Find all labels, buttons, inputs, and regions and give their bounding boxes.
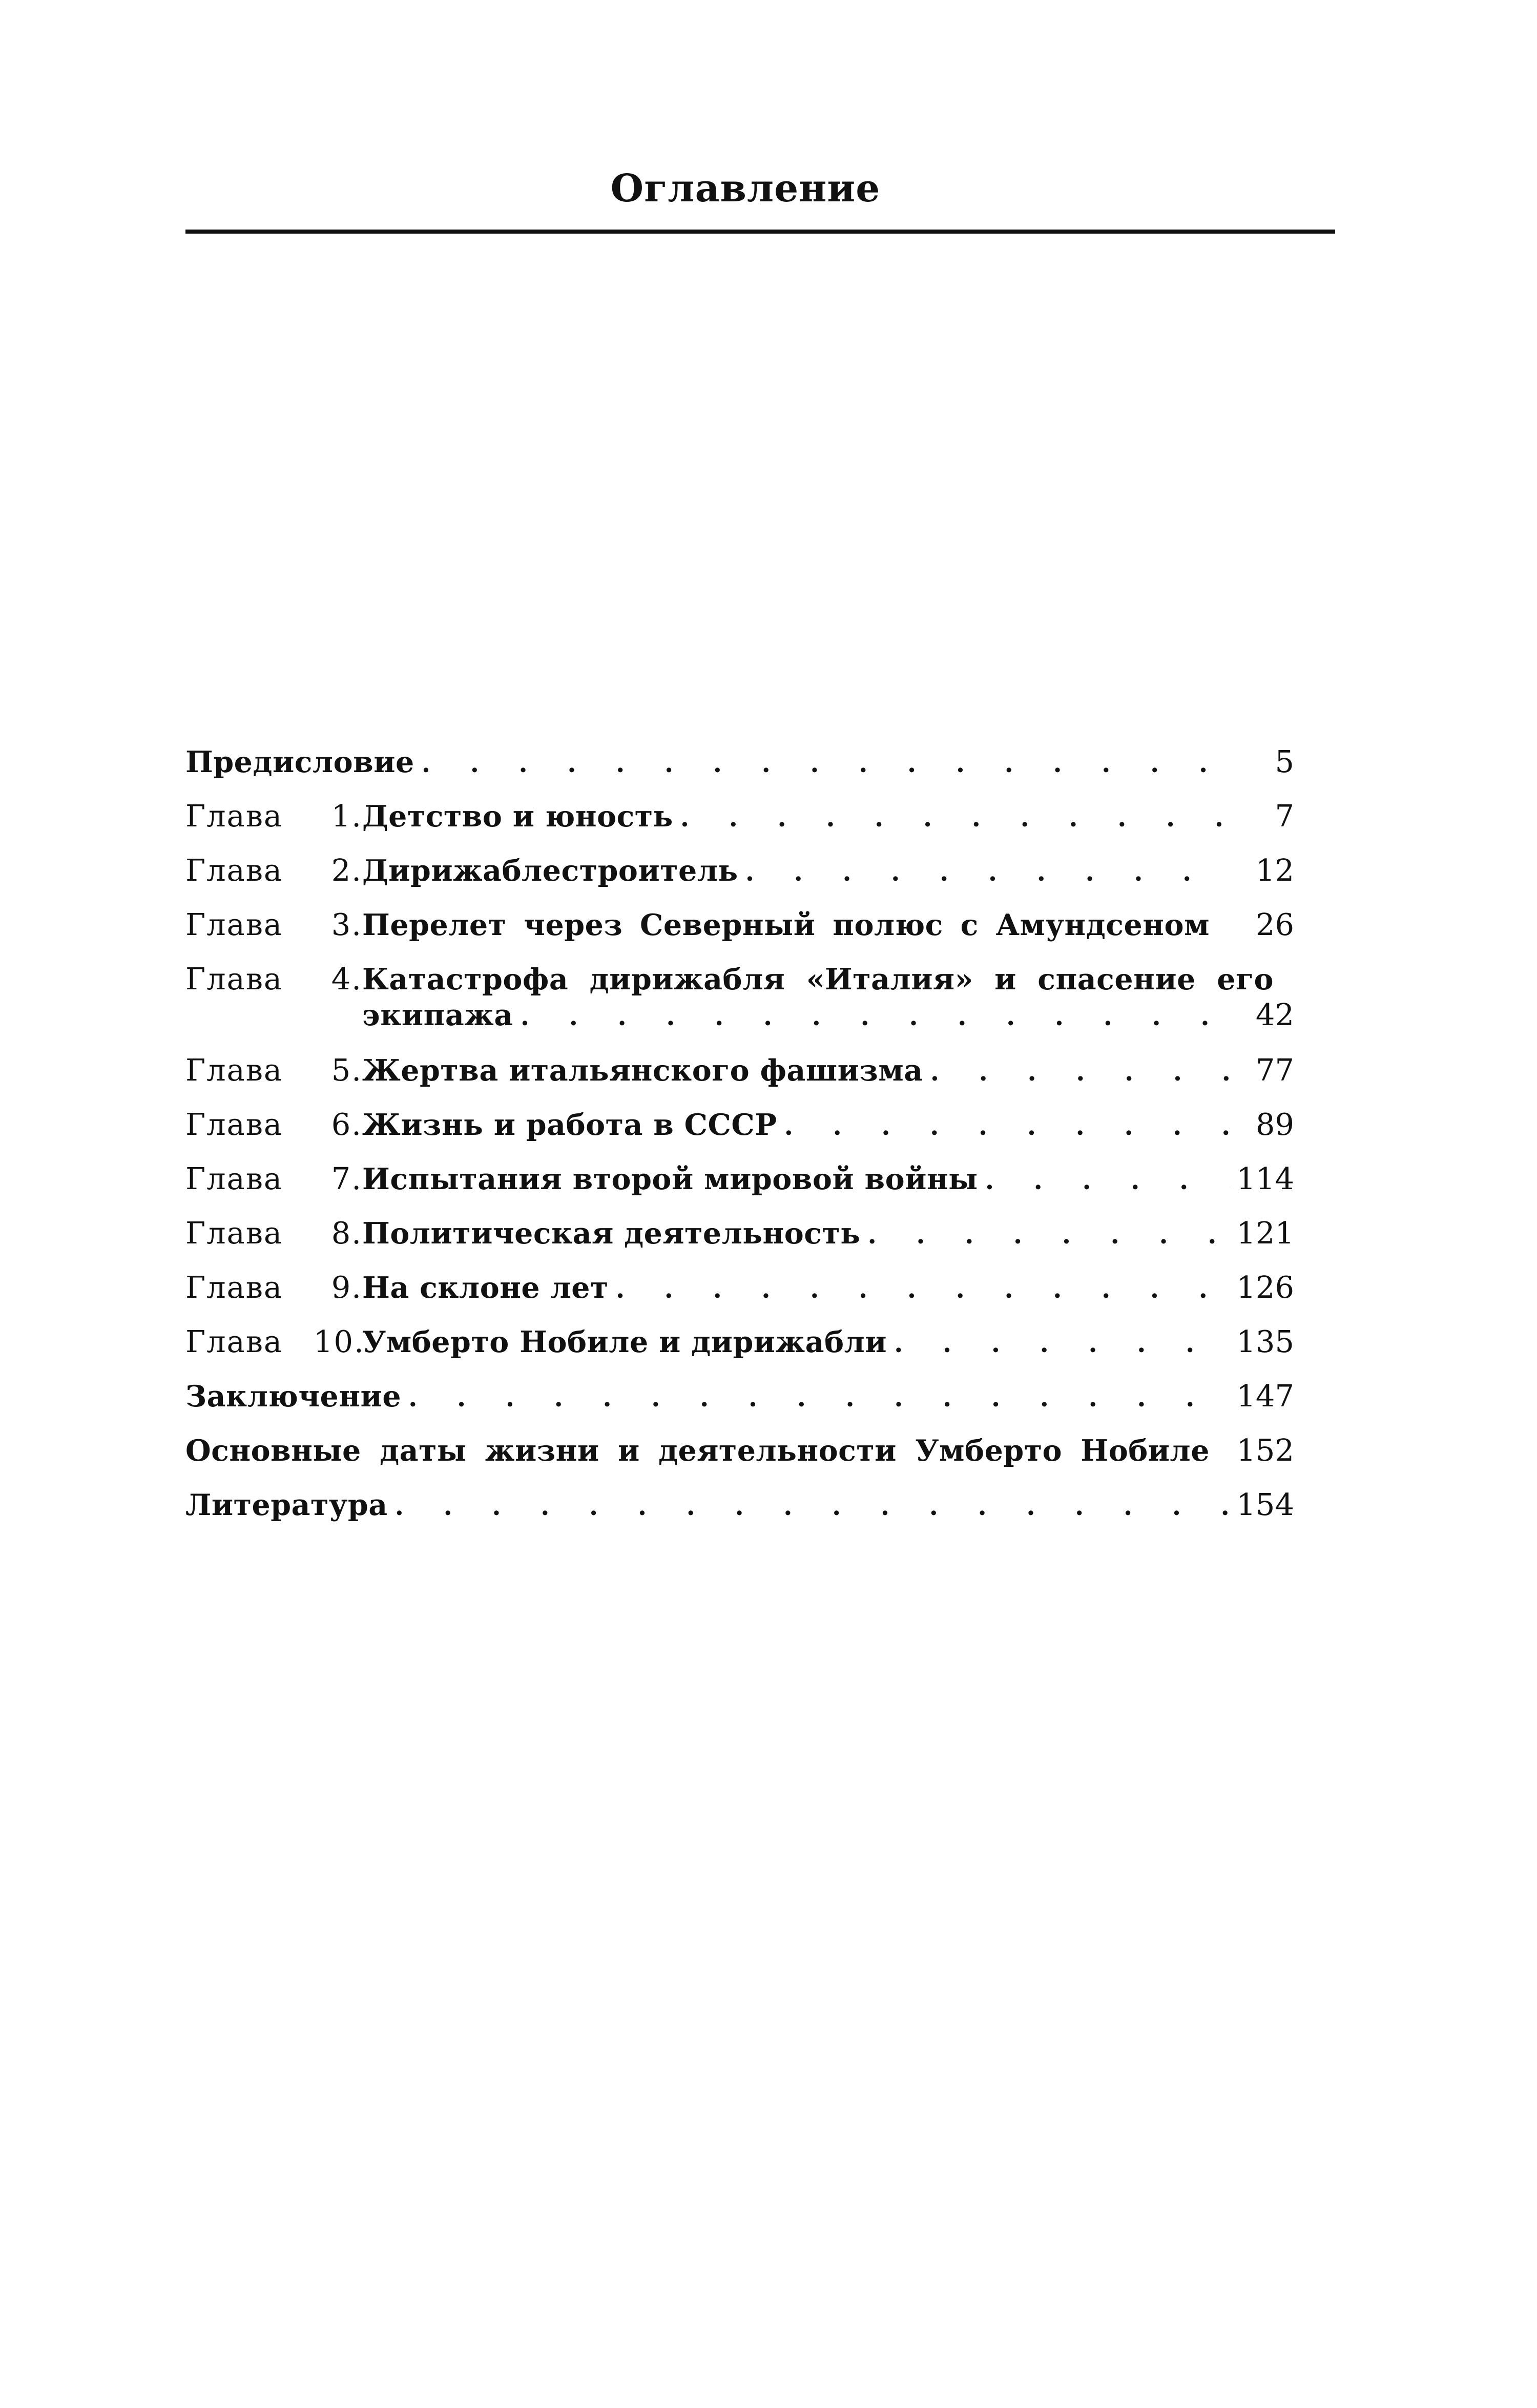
dot-leader — [401, 1380, 1230, 1416]
toc-line — [185, 907, 1294, 943]
toc-entry — [185, 951, 1294, 1042]
entry-title: Катастрофа дирижабля «Италия» и спасение его — [362, 962, 1274, 997]
entry-title: Основные даты жизни и деятельности Умберто Нобиле — [185, 1434, 1210, 1468]
dot-leader — [738, 854, 1230, 890]
chapter-label — [185, 1052, 362, 1088]
toc-line — [185, 1107, 1294, 1143]
toc-entry — [185, 1259, 1294, 1314]
chapter-word: Глава — [185, 1324, 283, 1359]
page-number: 126 — [1236, 1270, 1294, 1305]
chapter-number: 4. — [331, 961, 362, 997]
toc-entry — [185, 1422, 1294, 1477]
chapter-number: 10. — [314, 1324, 365, 1359]
page-number: 135 — [1236, 1324, 1294, 1359]
toc-line — [185, 1270, 1294, 1305]
chapter-word: Глава — [185, 961, 283, 997]
chapter-number: 8. — [331, 1215, 362, 1251]
entry-title: Заключение — [185, 1379, 402, 1414]
title-rule — [185, 230, 1335, 234]
toc-line — [185, 1161, 1294, 1197]
entry-title: Политическая деятельность — [362, 1216, 861, 1251]
page-number: 12 — [1255, 853, 1294, 888]
toc-entry — [185, 1151, 1294, 1205]
entry-title: Жизнь и работа в СССР — [362, 1108, 777, 1142]
page-number: 5 — [1275, 744, 1294, 779]
chapter-number: 1. — [331, 798, 362, 834]
chapter-word: Глава — [185, 1161, 283, 1196]
page-number: 7 — [1275, 798, 1294, 834]
toc-line — [185, 798, 1294, 834]
page-number: 77 — [1255, 1052, 1294, 1088]
chapter-label — [185, 1324, 365, 1360]
dot-leader — [860, 1217, 1230, 1253]
toc-entry — [185, 897, 1294, 951]
entry-title: Перелет через Северный полюс с Амундсеном — [362, 908, 1210, 942]
chapter-number: 6. — [331, 1107, 362, 1142]
entry-title: Литература — [185, 1488, 388, 1522]
entry-title: Умберто Нобиле и дирижабли — [362, 1325, 887, 1359]
toc-line — [185, 1433, 1294, 1468]
entry-title-continued: экипажа — [362, 998, 513, 1032]
chapter-word: Глава — [185, 1107, 283, 1142]
page-number: 147 — [1236, 1378, 1294, 1414]
toc-entry — [185, 1477, 1294, 1531]
toc-entry — [185, 734, 1294, 788]
entry-title: Предисловие — [185, 745, 414, 779]
chapter-word: Глава — [185, 1270, 283, 1305]
entry-title: На склоне лет — [362, 1271, 609, 1305]
toc-line — [185, 853, 1294, 888]
chapter-word: Глава — [185, 798, 283, 834]
chapter-label — [185, 1270, 362, 1305]
toc-entry — [185, 788, 1294, 842]
toc-line — [185, 1378, 1294, 1414]
toc-entry — [185, 1096, 1294, 1151]
toc-line — [185, 1215, 1294, 1251]
toc-entry — [185, 1314, 1294, 1368]
chapter-word: Глава — [185, 1215, 283, 1251]
dot-leader — [673, 800, 1230, 836]
chapter-number: 7. — [331, 1161, 362, 1196]
toc-line — [185, 1324, 1294, 1360]
chapter-label — [185, 1107, 362, 1143]
chapter-word: Глава — [185, 1052, 283, 1088]
page-number: 152 — [1236, 1433, 1294, 1468]
toc-line — [185, 1487, 1294, 1523]
chapter-number: 5. — [331, 1052, 362, 1088]
dot-leader — [923, 1054, 1230, 1090]
toc-entry — [185, 1368, 1294, 1422]
page-number: 26 — [1255, 907, 1294, 942]
toc-entry — [185, 1042, 1294, 1096]
chapter-label — [185, 1161, 362, 1197]
entry-title: Жертва итальянского фашизма — [362, 1053, 923, 1088]
page-number: 121 — [1236, 1215, 1294, 1251]
toc-entry — [185, 842, 1294, 897]
table-of-contents — [185, 734, 1294, 1531]
chapter-label — [185, 1215, 362, 1251]
toc-entry — [185, 1205, 1294, 1259]
chapter-number: 2. — [331, 853, 362, 888]
chapter-word: Глава — [185, 853, 283, 888]
entry-title: Дирижаблестроитель — [362, 854, 738, 888]
chapter-label — [185, 853, 362, 888]
toc-line — [185, 1052, 1294, 1088]
page-number: 42 — [1255, 997, 1294, 1032]
chapter-label — [185, 798, 362, 834]
dot-leader — [777, 1108, 1230, 1144]
dot-leader — [388, 1488, 1230, 1524]
dot-leader — [609, 1271, 1230, 1307]
dot-leader — [887, 1325, 1230, 1361]
entry-title: Испытания второй мировой войны — [362, 1162, 978, 1196]
toc-line — [185, 744, 1294, 780]
chapter-number: 9. — [331, 1270, 362, 1305]
chapter-label — [185, 907, 362, 943]
toc-line — [185, 961, 1294, 997]
page-number: 114 — [1236, 1161, 1294, 1196]
chapter-word: Глава — [185, 907, 283, 942]
dot-leader — [978, 1163, 1230, 1198]
page-number: 89 — [1255, 1107, 1294, 1142]
toc-line — [362, 997, 1294, 1033]
page-number: 154 — [1236, 1487, 1294, 1522]
chapter-label — [185, 961, 362, 997]
dot-leader — [414, 745, 1230, 781]
page-title: Оглавление — [610, 167, 881, 211]
chapter-number: 3. — [331, 907, 362, 942]
dot-leader — [513, 999, 1230, 1034]
entry-title: Детство и юность — [362, 799, 673, 834]
